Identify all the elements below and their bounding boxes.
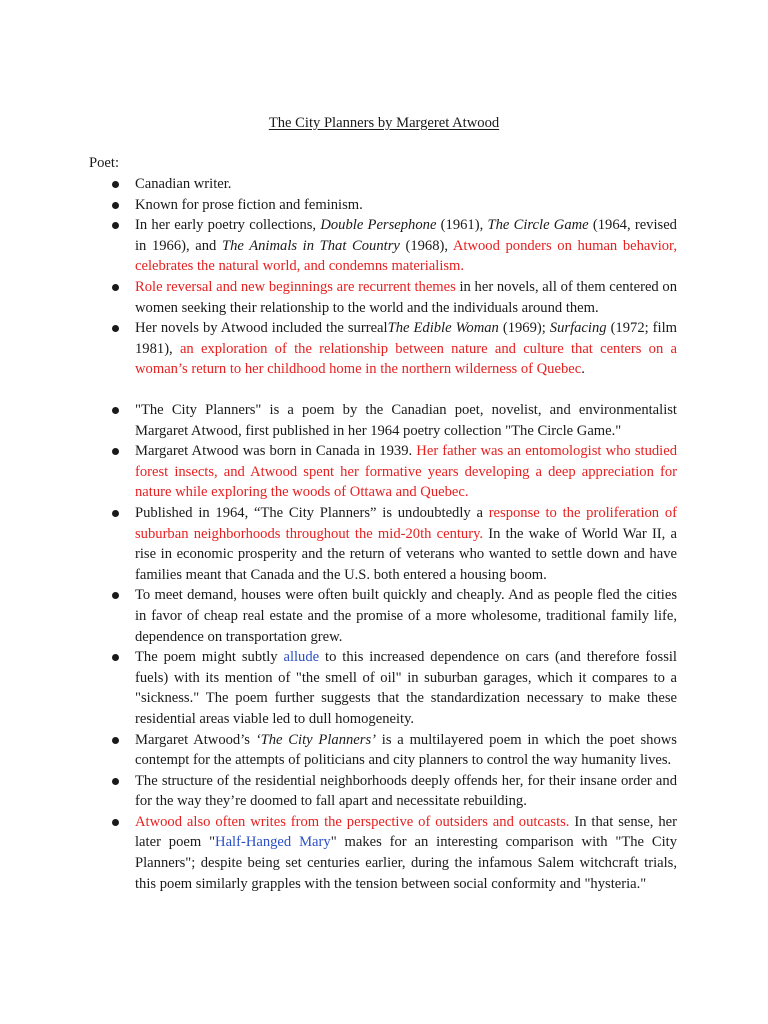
document-title [0,113,768,133]
text-run: response to the proliferation of suburban neighborhoods throughout the mid-20th century. [135,504,678,542]
text-run: Double Persephone [320,217,437,234]
text-run: ‘The City Planners’ [255,731,376,748]
bullet-icon [112,181,119,188]
poet-label: Poet: [89,155,119,171]
text-run: Atwood ponders on human behavior, celebrates the natural world, and condemns materialism. [135,237,677,275]
text-run: In that sense, her later poem " [135,813,677,851]
bullet-icon [112,654,119,661]
text-run: The Circle Game [487,217,589,234]
text-run: an exploration of the relationship between nature and culture that centers on a woman’s return to her childhood home in the northern wilderness of Quebec [135,340,677,378]
text-run: Margaret Atwood was born in Canada in 1939. [135,443,417,460]
bullet-icon [112,592,119,599]
list-item [89,277,677,318]
text-run: Her novels by Atwood included the surreal [135,320,388,337]
title-text: The City Planners by Margeret Atwood [268,115,500,131]
inline-link[interactable]: Half-Hanged Mary [215,834,331,851]
text-run: The poem might subtly [135,649,284,666]
bullet-icon [112,778,119,785]
text-run: in her novels, all of them centered on women seeking their relationship to the world and the individuals around them. [135,278,677,316]
list-item [89,441,677,503]
text-run: The Animals in That Country [221,237,400,254]
list-item [89,318,677,380]
bullet-icon [112,737,119,744]
text-run: (1964, revised in 1966), and [135,217,677,254]
text-run: . [581,361,585,378]
list-item [89,503,677,585]
poet-facts-list [89,174,677,380]
list-item [89,647,677,729]
text-run: The structure of the residential neighborhoods deeply offends her, for their insane order and for the way they’re doomed to fall apart and necessitate rebuilding. [135,772,677,810]
text-run: (1969); [498,320,550,337]
text-run: Known for prose fiction and feminism. [135,196,363,213]
bullet-icon [112,325,119,332]
text-run: Her father was an entomologist who studied forest insects, and Atwood spent her formative years developing a deep appreciation for nature while exploring the woods of Ottawa and Quebec. [135,443,678,501]
inline-link[interactable]: allude [283,649,320,666]
list-item [89,400,677,441]
text-run: To meet demand, houses were often built quickly and cheaply. And as people fled the cities in favor of cheap real estate and the promise of a more wholesome, traditional family life, dependence on transportation grew. [135,587,677,645]
text-run: Margaret Atwood’s [135,731,256,748]
text-run: In the wake of World War II, a rise in economic prosperity and the return of veterans who wanted to settle down and have families meant that Canada and the U.S. both entered a housing boom. [135,525,677,583]
list-item [89,585,677,647]
poem-notes-list [89,400,677,894]
bullet-icon [112,407,119,414]
text-run: Canadian writer. [135,176,232,192]
text-run: (1968), [399,237,453,254]
text-run: Atwood also often writes from the perspective of outsiders and outcasts. [135,813,570,830]
text-run: Surfacing [549,320,607,337]
list-item [89,771,677,812]
text-run: "The City Planners" is a poem by the Canadian poet, novelist, and environmentalist Margaret Atwood, first published in her 1964 poetry collection "The Circle Game." [135,402,677,439]
text-run: to this increased dependence on cars (and therefore fossil fuels) with its mention of "the smell of oil" in suburban garages, which it compares to a "sickness." The poem further suggests that the standardization necessary to make these residential areas viable led to dull homogeneity. [135,649,677,727]
text-run: Role reversal and new beginnings are recurrent themes [135,278,456,295]
text-run: Published in 1964, “The City Planners” is undoubtedly a [135,504,489,521]
bullet-icon [112,222,119,229]
text-run: (1961), [436,217,488,234]
text-run: " makes for an interesting comparison with "The City Planners"; despite being set centuries earlier, during the infamous Salem witchcraft trials, this poem similarly grapples with the tension between social conformity and "hysteria." [135,834,678,892]
text-run: In her early poetry collections, [135,217,321,234]
bullet-icon [112,819,119,826]
list-item [89,812,677,894]
bullet-icon [112,284,119,291]
bullet-icon [112,510,119,517]
list-item [89,174,677,195]
text-run: is a multilayered poem in which the poet shows contempt for the attempts of politicians and city planners to control the way humanity lives. [135,731,677,769]
list-item [89,215,677,277]
bullet-icon [112,448,119,455]
text-run: The Edible Woman [387,320,499,337]
bullet-icon [112,202,119,209]
text-run: (1972; film 1981), [135,320,677,357]
list-item [89,730,677,771]
list-item [89,195,677,216]
